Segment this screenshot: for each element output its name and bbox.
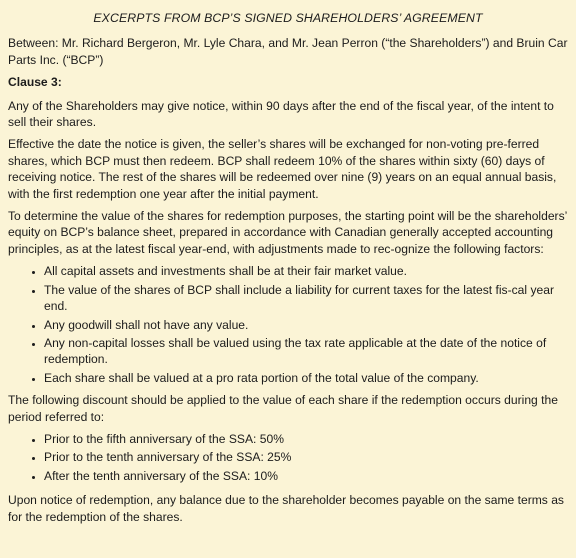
list-item: • Any non-capital losses shall be valued using the tax rate applicable at the date of the notice of redemption. <box>44 335 568 368</box>
valuation-factors-list <box>8 263 568 386</box>
discount-intro-paragraph: The following discount should be applied to the value of each share if the redemption occurs during the period referred to: <box>8 393 558 424</box>
document-title: EXCERPTS FROM BCP’S SIGNED SHAREHOLDERS’ AGREEMENT <box>93 11 483 25</box>
list-item: • Each share shall be valued at a pro rata portion of the total value of the company. <box>44 370 568 386</box>
clause-heading: Clause 3: <box>8 75 62 90</box>
list-item: • Prior to the fifth anniversary of the SSA: 50% <box>44 431 568 447</box>
parties-paragraph: Between: Mr. Richard Bergeron, Mr. Lyle Chara, and Mr. Jean Perron (“the Shareholders”) and Bruin Car Parts Inc. (“BCP”) <box>8 36 568 67</box>
list-item: • Any goodwill shall not have any value. <box>44 317 568 333</box>
list-item: • After the tenth anniversary of the SSA: 10% <box>44 468 568 484</box>
list-item: • All capital assets and investments shall be at their fair market value. <box>44 263 568 279</box>
list-item: • The value of the shares of BCP shall include a liability for current taxes for the latest fis-cal year end. <box>44 282 568 315</box>
redemption-paragraph: Effective the date the notice is given, the seller’s shares will be exchanged for non-voting pre-ferred shares, which BCP must then redeem. BCP shall redeem 10% of the shares within sixty (60) days of receiving notice. The rest of the shares will be redeemed over nine (9) years on an equal annual basis, with the first redemption one year after the initial payment. <box>8 137 557 201</box>
valuation-paragraph: To determine the value of the shares for redemption purposes, the starting point will be the shareholders’ equity on BCP’s balance sheet, prepared in accordance with Canadian generally accepted accounting principles, as at the latest fiscal year-end, with adjustments made to rec-ognize the following factors: <box>8 209 567 256</box>
list-item: • Prior to the tenth anniversary of the SSA: 25% <box>44 449 568 465</box>
discount-list <box>8 431 568 484</box>
notice-paragraph: Any of the Shareholders may give notice, within 90 days after the end of the fiscal year, of the intent to sell their shares. <box>8 98 554 130</box>
closing-paragraph: Upon notice of redemption, any balance due to the shareholder becomes payable on the same terms as for the redemption of the shares. <box>8 493 564 524</box>
